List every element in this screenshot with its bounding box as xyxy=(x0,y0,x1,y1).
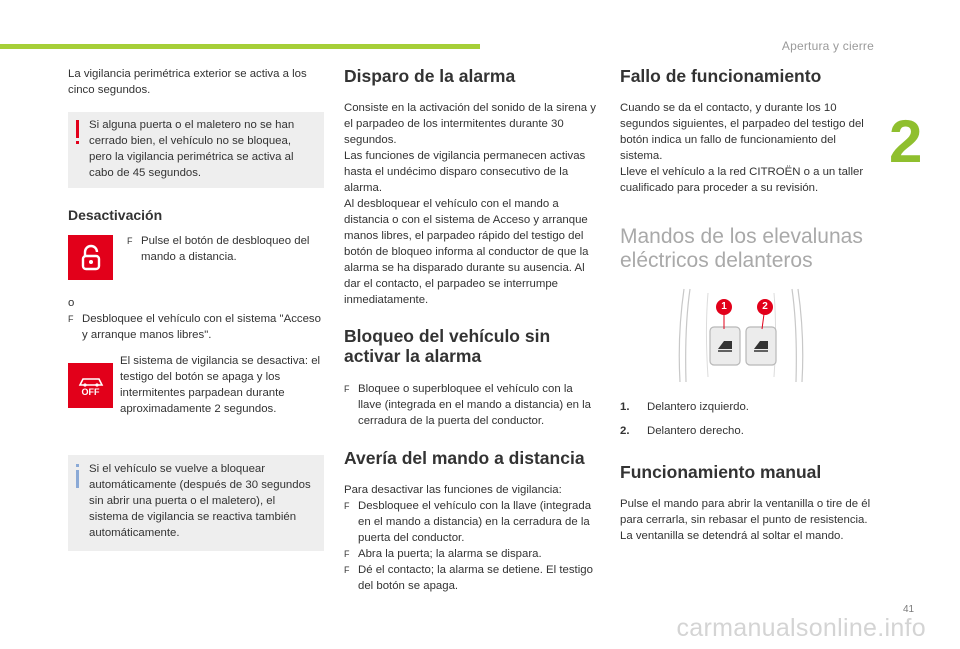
alarm-text-2: Las funciones de vigilancia permanecen activas hasta el undécimo disparo consecutivo de la alarma. xyxy=(344,150,586,194)
bullet-icon: F xyxy=(344,384,350,394)
fault-text-2: Lleve el vehículo a la red CITROËN o a un taller cualificado para proceder a su revisión. xyxy=(620,166,864,194)
list-item: 1. Delantero izquierdo. xyxy=(620,401,749,413)
remote-intro: Para desactivar las funciones de vigilancia: xyxy=(344,484,562,496)
manual-text: Pulse el mando para abrir la ventanilla o tire de él para cerrarla, sin rebasar el punto de resistencia. La ventanilla se detendrá al soltar el mando. xyxy=(620,498,871,542)
deactivation-step-2: F Desbloquee el vehículo con el sistema "Acceso y arranque manos libres". xyxy=(68,313,321,341)
bullet-icon: F xyxy=(127,236,133,246)
alarm-heading: Disparo de la alarma xyxy=(344,66,516,86)
callout-2: 2 xyxy=(762,301,768,312)
warning-text: Si alguna puerta o el maletero no se han cerrado bien, el vehículo no se bloquea, pero la vigilancia perimétrica se activa al cabo de 45 segundos. xyxy=(89,119,295,179)
column-right xyxy=(620,66,878,544)
remote-step-1: F Desbloquee el vehículo con la llave (integrada en el mando a distancia) en la cerradura de la puerta del conductor. xyxy=(344,500,592,544)
header-accent-bar xyxy=(0,44,480,49)
unlock-button-icon xyxy=(68,235,113,280)
section-title: Apertura y cierre xyxy=(781,39,874,53)
window-switch-illustration xyxy=(620,287,878,387)
alarm-off-icon xyxy=(68,363,113,408)
warning-icon xyxy=(76,120,79,138)
chapter-number: 2 xyxy=(889,108,923,175)
fault-heading: Fallo de funcionamiento xyxy=(620,66,822,86)
bullet-icon: F xyxy=(344,549,350,559)
fault-text: Cuando se da el contacto, y durante los 10 segundos siguientes, el parpadeo del testigo del botón indica un fallo de funcionamiento del sistema. xyxy=(620,102,864,162)
lock-heading: Bloqueo del vehículo sin activar la alarma xyxy=(344,326,551,366)
column-left xyxy=(68,66,328,551)
off-description: El sistema de vigilancia se desactiva: el testigo del botón se apaga y los intermitentes parpadean durante aproximadamente 2 segundos. xyxy=(120,355,321,415)
windows-heading: Mandos de los elevalunas eléctricos delanteros xyxy=(620,225,863,272)
alarm-text: Consiste en la activación del sonido de la sirena y el parpadeo de los intermitentes durante 30 segundos. xyxy=(344,102,597,146)
info-note xyxy=(68,455,324,551)
deactivation-step-1: F Pulse el botón de desbloqueo del mando a distancia. xyxy=(127,235,310,263)
watermark: carmanualsonline.info xyxy=(676,614,926,642)
warning-note xyxy=(68,112,324,188)
off-label: OFF xyxy=(81,386,100,397)
info-text: Si el vehículo se vuelve a bloquear automáticamente (después de 30 segundos sin abrir una puerta o el maletero), el sistema de vigilancia se reactiva también automáticamente. xyxy=(89,463,311,539)
page-number: 41 xyxy=(903,604,915,615)
bullet-icon: F xyxy=(68,314,74,324)
info-icon xyxy=(76,470,79,488)
alarm-text-3: Al desbloquear el vehículo con el mando a distancia o con el sistema de Acceso y arranque manos libres, el parpadeo rápido del testigo del botón de bloqueo informa al conductor de que la alarma se ha disparado durante su ausencia. Al dar el contacto, el parpadeo se interrumpe inmediatamente. xyxy=(344,198,589,306)
remote-failure-heading: Avería del mando a distancia xyxy=(344,448,585,468)
manual-heading: Funcionamiento manual xyxy=(620,462,822,482)
lock-step: F Bloquee o superbloquee el vehículo con la llave (integrada en el mando a distancia) en la cerradura de la puerta del conductor. xyxy=(344,383,592,427)
intro-text: La vigilancia perimétrica exterior se activa a los cinco segundos. xyxy=(68,68,307,96)
list-item: 2. Delantero derecho. xyxy=(620,425,744,437)
column-middle xyxy=(344,66,599,594)
or-text: o xyxy=(68,297,75,309)
remote-step-2: F Abra la puerta; la alarma se dispara. xyxy=(344,548,542,560)
bullet-icon: F xyxy=(344,501,350,511)
deactivation-heading: Desactivación xyxy=(68,207,163,223)
callout-1: 1 xyxy=(721,301,727,312)
remote-step-3: F Dé el contacto; la alarma se detiene. El testigo del botón se apaga. xyxy=(344,564,593,592)
bullet-icon: F xyxy=(344,565,350,575)
